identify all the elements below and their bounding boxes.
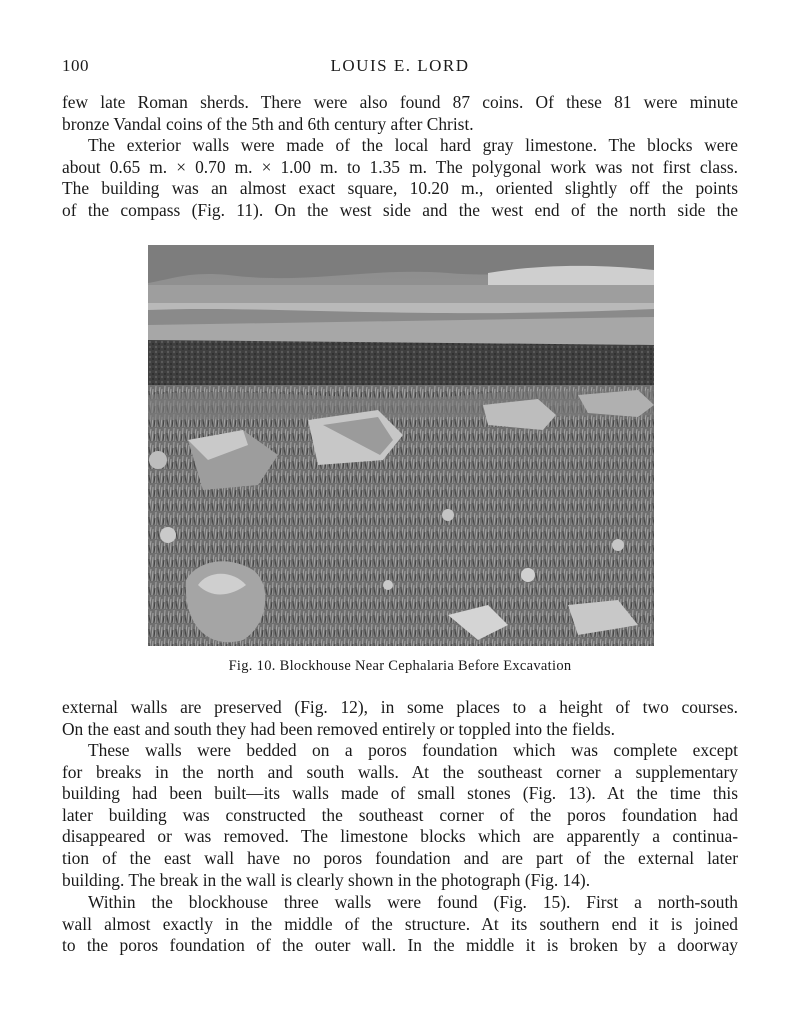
paragraph-coins	[62, 92, 738, 135]
figure-caption: Fig. 10. Blockhouse Near Cephalaria Before Excavation	[228, 658, 572, 674]
text-line: The exterior walls were made of the local hard gray limestone. The blocks were	[88, 135, 738, 155]
text-line: to the poros foundation of the outer wall. In the middle it is broken by a doorway	[62, 935, 738, 956]
text-line: disappeared or was removed. The limestone blocks which are apparently a continua-	[62, 826, 738, 847]
paragraph-exterior-walls	[62, 135, 738, 221]
text-line: Within the blockhouse three walls were found (Fig. 15). First a north-south	[88, 892, 738, 912]
text-line: later building was constructed the southeast corner of the poros foundation had	[62, 804, 738, 825]
paragraph-poros-foundation	[62, 740, 738, 891]
text-line: external walls are preserved (Fig. 12), in some places to a height of two courses.	[62, 697, 738, 717]
text-line: bronze Vandal coins of the 5th and 6th century after Christ.	[62, 113, 474, 134]
page-number: 100	[62, 56, 89, 75]
text-line: building had been built—its walls made of small stones (Fig. 13). At the time this	[62, 783, 738, 804]
paragraph-interior-walls	[62, 892, 738, 957]
page-header	[62, 56, 738, 80]
text-line: tion of the east wall have no poros foundation and are part of the external later	[62, 847, 738, 868]
text-line: about 0.65 m. × 0.70 m. × 1.00 m. to 1.35 m. The polygonal work was not first class.	[62, 156, 738, 177]
text-line: wall almost exactly in the middle of the structure. At its southern end it is joined	[62, 913, 738, 934]
text-line: for breaks in the north and south walls. At the southeast corner a supplementary	[62, 761, 738, 782]
text-line: These walls were bedded on a poros foundation which was complete except	[88, 740, 738, 760]
text-line: building. The break in the wall is clearly shown in the photograph (Fig. 14).	[62, 869, 591, 890]
text-line: On the east and south they had been removed entirely or toppled into the fields.	[62, 718, 615, 739]
text-line: of the compass (Fig. 11). On the west side and the west end of the north side the	[62, 199, 738, 220]
figure-photograph	[148, 245, 654, 646]
running-head: LOUIS E. LORD	[330, 56, 470, 75]
paragraph-external-walls	[62, 697, 738, 740]
landscape-photo	[148, 245, 654, 646]
text-line: few late Roman sherds. There were also found 87 coins. Of these 81 were minute	[62, 92, 738, 112]
text-line: The building was an almost exact square, 10.20 m., oriented slightly off the points	[62, 178, 738, 199]
